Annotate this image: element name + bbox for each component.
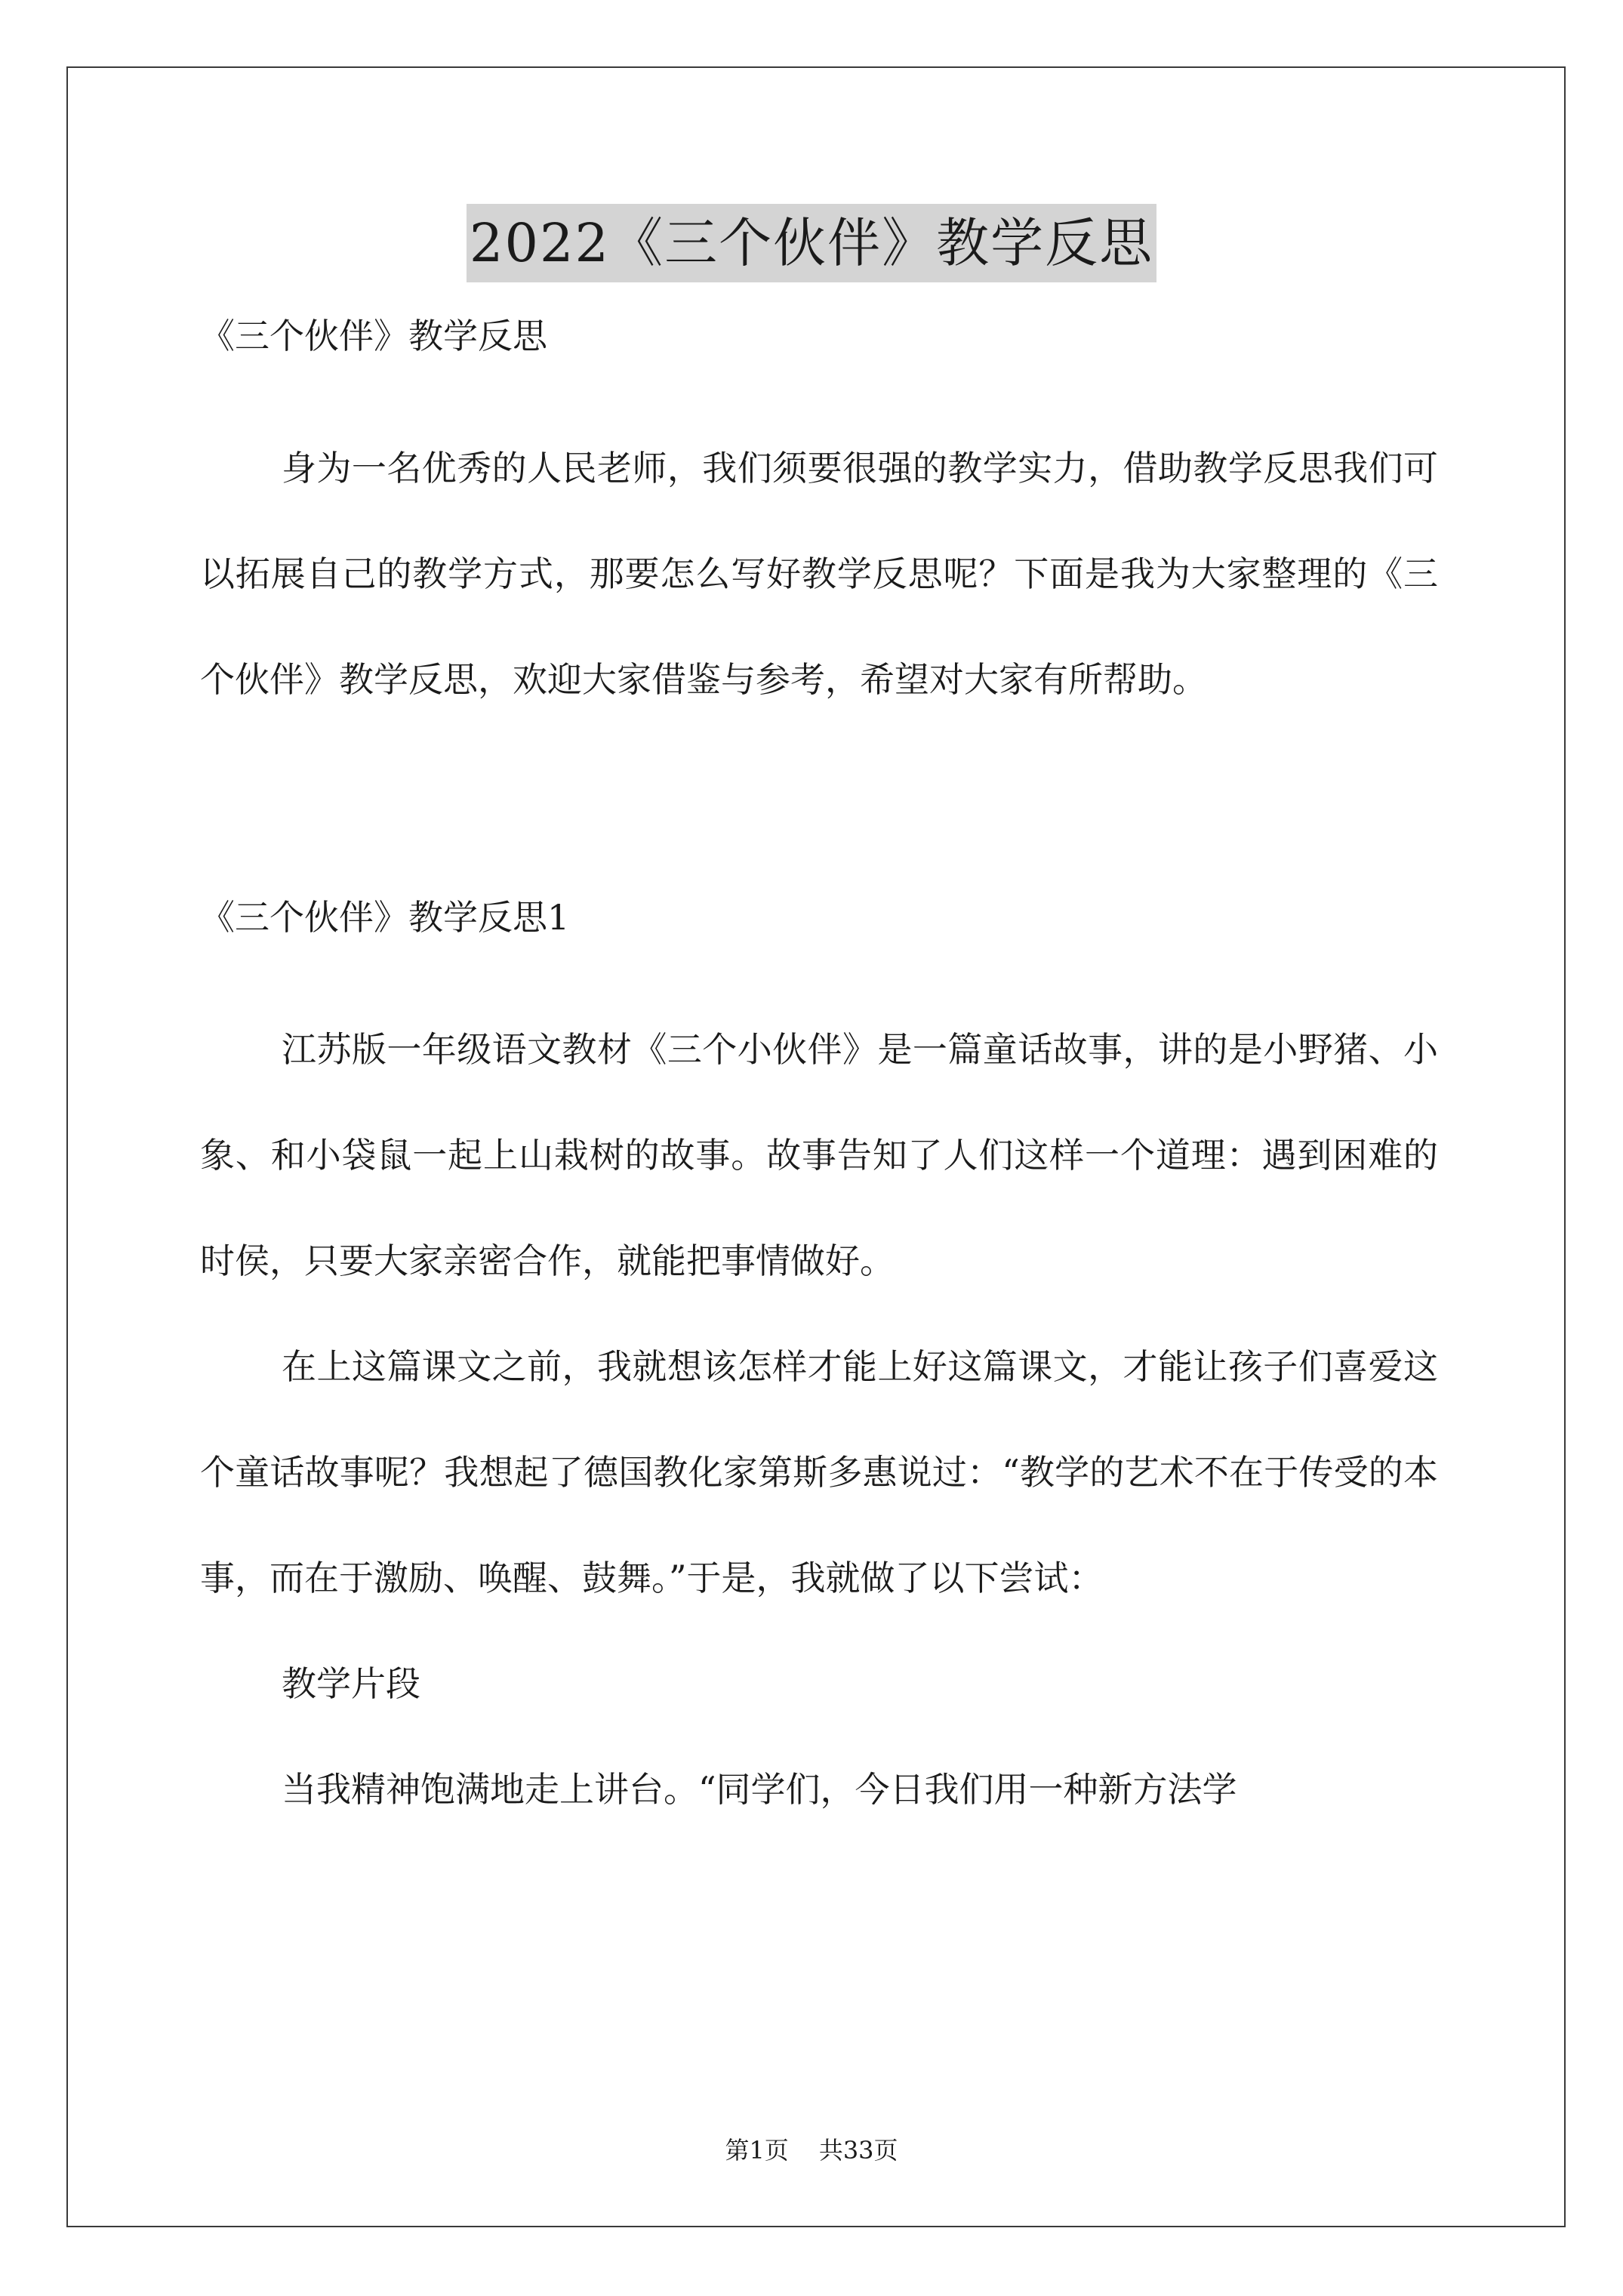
page-total: 共33页 <box>818 2136 898 2165</box>
body-paragraph: 当我精神饱满地走上讲台。“同学们，今日我们用一种新方法学 <box>282 1769 1237 1810</box>
body-paragraph: 在上这篇课文之前，我就想该怎样才能上好这篇课文，才能让孩子们喜爱这个童话故事呢？我想起了德国教化家第斯多惠说过：“教学的艺术不在于传受的本事，而在于激励、唤醒、鼓舞。”于是，我就做了以下尝试： <box>200 1346 1438 1598</box>
page-number: 第1页 <box>725 2136 789 2165</box>
intro-paragraph: 身为一名优秀的人民老师，我们须要很强的教学实力，借助教学反思我们可以拓展自己的教学方式，那要怎么写好教学反思呢？下面是我为大家整理的《三个伙伴》教学反思，欢迎大家借鉴与参考，希望对大家有所帮助。 <box>200 448 1438 700</box>
body-paragraph: 教学片段 <box>282 1663 420 1704</box>
body-paragraph: 江苏版一年级语文教材《三个小伙伴》是一篇童话故事，讲的是小野猪、小象、和小袋鼠一起上山栽树的故事。故事告知了人们这样一个道理：遇到困难的时侯，只要大家亲密合作，就能把事情做好。 <box>200 1029 1438 1281</box>
section-heading: 《三个伙伴》教学反思1 <box>200 897 570 938</box>
document-body <box>200 310 1438 1842</box>
document-title-wrap <box>0 204 1623 282</box>
page-footer <box>0 2135 1623 2165</box>
intro-heading: 《三个伙伴》教学反思 <box>200 316 547 356</box>
document-title: 2022《三个伙伴》教学反思 <box>467 204 1156 282</box>
